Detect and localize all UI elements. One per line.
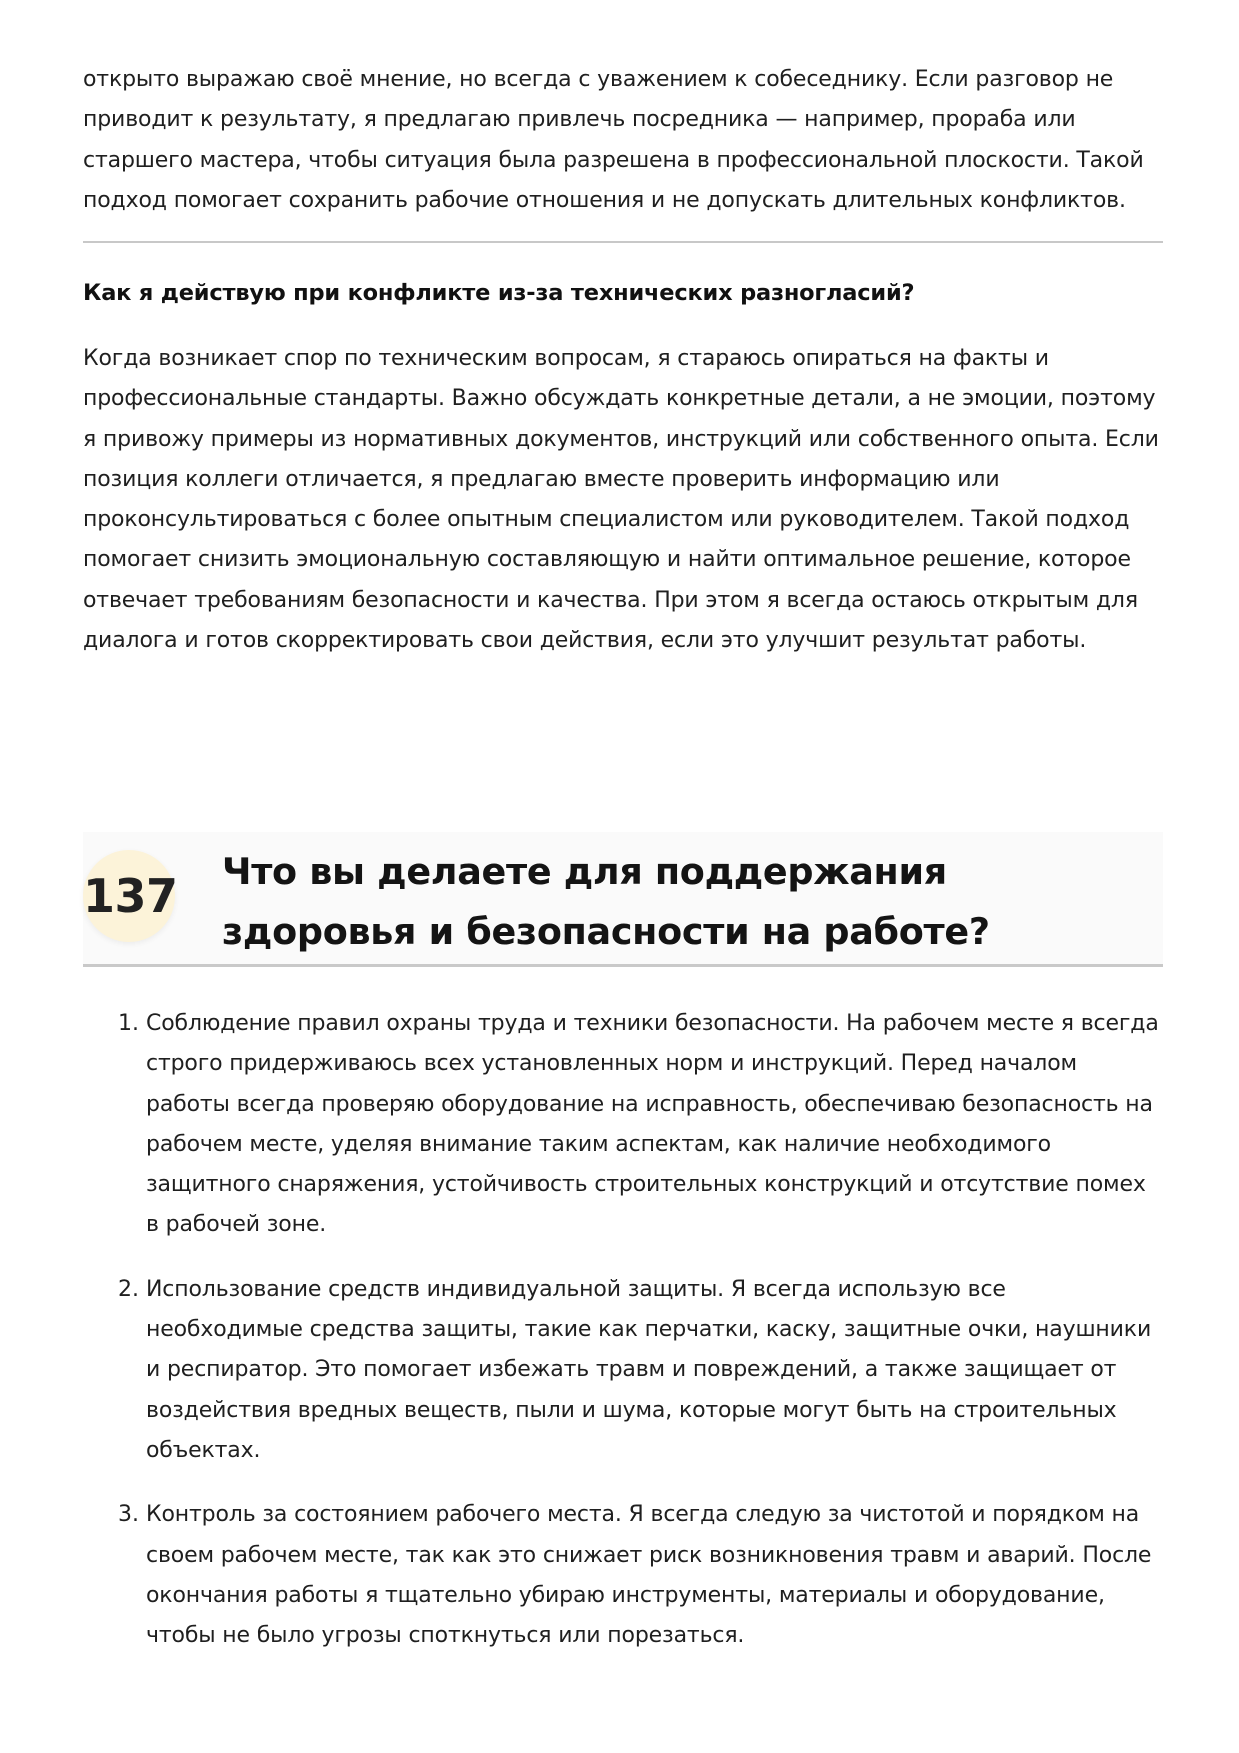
intro-section [83, 60, 1163, 221]
list-item-text: Соблюдение правил охраны труда и техники безопасности. На рабочем месте я всегда строго придерживаюсь всех установленных норм и инструкций. Перед началом работы всегда проверяю оборудование на исправность, обеспечиваю безопасность на рабочем месте, уделяя внимание таким аспектам, как наличие необходимого защитного снаряжения, устойчивость строительных конструкций и отсутствие помех в рабочей зоне. [146, 1011, 1159, 1238]
list-item-number: 2. [118, 1276, 139, 1302]
list-item [83, 1004, 1163, 1246]
subquestion-answer-block [83, 339, 1163, 661]
answer-list [83, 1004, 1163, 1656]
question-number-badge: 137 [83, 850, 175, 942]
answers-section [83, 1004, 1163, 1680]
subquestion-section [83, 278, 1163, 308]
section-divider [83, 241, 1163, 243]
list-item [83, 1270, 1163, 1471]
list-item-text: Использование средств индивидуальной защиты. Я всегда использую все необходимые средства защиты, такие как перчатки, каску, защитные очки, наушники и респиратор. Это помогает избежать травм и повреждений, а также защищает от воздействия вредных веществ, пыли и шума, которые могут быть на строительных объектах. [146, 1276, 1152, 1463]
list-item-text: Контроль за состоянием рабочего места. Я всегда следую за чистотой и порядком на своем рабочем месте, так как это снижает риск возникновения травм и аварий. После окончания работы я тщательно убираю инструменты, материалы и оборудование, чтобы не было угрозы споткнуться или порезаться. [146, 1502, 1152, 1649]
question-title: Что вы делаете для поддержания здоровья и безопасности на работе? [222, 850, 990, 953]
intro-paragraph: открыто выражаю своё мнение, но всегда с уважением к собеседнику. Если разговор не приводит к результату, я предлагаю привлечь посредника — например, прораба или старшего мастера, чтобы ситуация была разрешена в профессиональной плоскости. Такой подход помогает сохранить рабочие отношения и не допускать длительных конфликтов. [83, 67, 1144, 213]
subquestion-answer: Когда возникает спор по техническим вопросам, я стараюсь опираться на факты и профессиональные стандарты. Важно обсуждать конкретные детали, а не эмоции, поэтому я привожу примеры из нормативных документов, инструкций или собственного опыта. Если позиция коллеги отличается, я предлагаю вместе проверить информацию или проконсультироваться с более опытным специалистом или руководителем. Такой подход помогает снизить эмоциональную составляющую и найти оптимальное решение, которое отвечает требованиям безопасности и качества. При этом я всегда остаюсь открытым для диалога и готов скорректировать свои действия, если это улучшит результат работы. [83, 346, 1159, 654]
list-item-number: 3. [118, 1502, 139, 1528]
question-header [83, 832, 1163, 967]
subquestion-title: Как я действую при конфликте из-за технических разногласий? [83, 280, 915, 306]
list-item-number: 1. [118, 1011, 139, 1036]
list-item [83, 1495, 1163, 1656]
